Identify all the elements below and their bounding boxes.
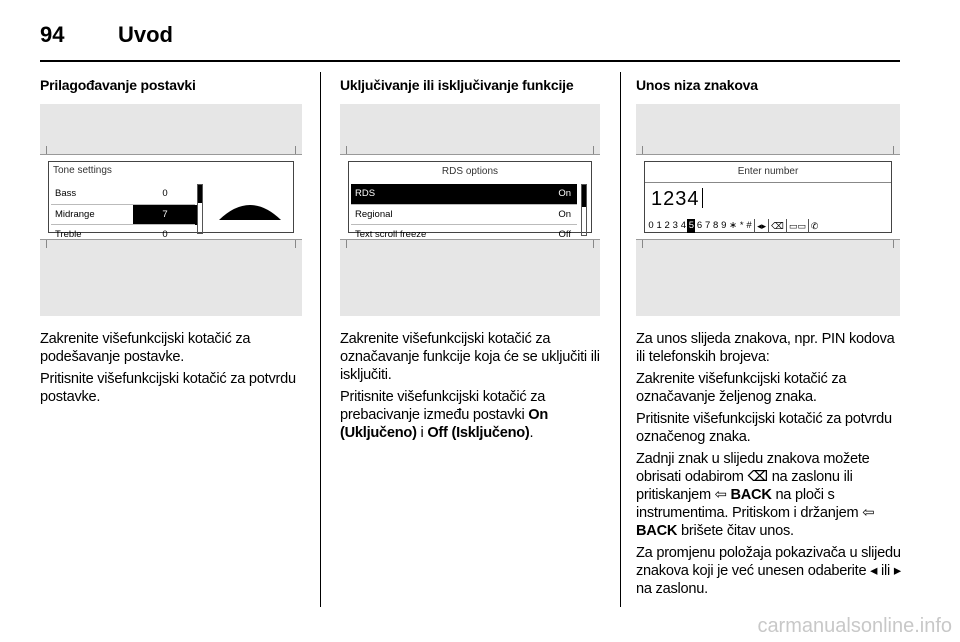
key-hash: #	[746, 220, 752, 231]
screen-title: Tone settings	[53, 165, 112, 176]
list-item	[351, 204, 577, 224]
text-run: brišete čitav unos.	[677, 523, 794, 539]
option-label: Regional	[355, 209, 393, 220]
separator	[754, 219, 755, 233]
body-text	[40, 330, 305, 406]
page-header	[40, 14, 920, 60]
option-value: On	[558, 188, 571, 199]
phonebook-icon: ▭▭	[788, 220, 806, 231]
list-item	[351, 224, 577, 244]
tone-curve-icon	[219, 198, 281, 220]
key-plus: ∗	[729, 220, 738, 231]
settings-list	[51, 184, 195, 244]
column-divider	[620, 72, 621, 607]
list-item-selected	[351, 184, 577, 204]
back-label: BACK	[636, 523, 678, 539]
column-title: Prilagođavanje postavki	[40, 77, 196, 93]
column-enter-characters	[636, 72, 904, 602]
entry-value: 1234	[651, 188, 700, 210]
page-section-title: Uvod	[118, 22, 173, 47]
screen-title: Enter number	[737, 166, 799, 177]
page-number: 94	[40, 22, 65, 47]
paragraph: Zakrenite višefunkcijski kotačić za označavanje željenog znaka.	[636, 371, 847, 405]
separator	[808, 219, 809, 233]
scrollbar	[581, 184, 587, 236]
key-3: 3	[672, 220, 678, 231]
key-star: *	[739, 220, 744, 231]
column-toggle-function	[340, 72, 605, 446]
text-run: na ploči s instrumentima. Pritiskom i držanjem	[636, 487, 863, 521]
body-text	[636, 330, 904, 598]
text-run: Zadnji znak u slijedu znakova možete obrisati odabirom	[636, 451, 870, 485]
body-text	[340, 330, 605, 442]
on-label: On (Uključeno)	[340, 407, 549, 441]
option-value: On	[558, 209, 571, 220]
number-entry	[651, 188, 703, 211]
character-bar	[647, 218, 819, 234]
paragraph: Za unos slijeda znakova, npr. PIN kodova ili telefonskih brojeva:	[636, 331, 895, 365]
arrow-left-icon: ◂	[870, 563, 878, 579]
title-divider	[645, 182, 891, 183]
option-label: RDS	[355, 188, 376, 199]
paragraph: Pritisnite višefunkcijski kotačić za potvrdu označenog znaka.	[636, 411, 892, 445]
key-7: 7	[704, 220, 711, 231]
call-icon: ✆	[810, 220, 819, 231]
key-2: 2	[664, 220, 670, 231]
delete-icon: ⌫	[747, 469, 768, 485]
key-8: 8	[713, 220, 719, 231]
rds-options-screenshot	[340, 104, 600, 316]
setting-value: 7	[133, 205, 197, 225]
setting-value: 0	[162, 229, 168, 240]
text-run: na zaslonu.	[636, 581, 708, 597]
paragraph	[340, 388, 605, 442]
watermark: carmanualsonline.info	[757, 615, 952, 637]
text-run: Pritisnite višefunkcijski kotačić za prebacivanje između postavki	[340, 389, 546, 423]
screen-title: RDS options	[441, 166, 499, 177]
off-label: Off (Isključeno)	[427, 425, 530, 441]
paragraph: Zakrenite višefunkcijski kotačić za označavanje funkcije koja će se uključiti ili isključiti.	[340, 331, 600, 383]
key-5-selected: 5	[688, 220, 695, 231]
paragraph: Zakrenite višefunkcijski kotačić za podešavanje postavke.	[40, 331, 251, 365]
delete-icon: ⌫	[771, 220, 784, 231]
header-divider	[40, 60, 900, 62]
key-0: 0	[648, 220, 654, 231]
paragraph	[636, 544, 904, 598]
column-adjust-settings	[40, 72, 305, 410]
options-list	[351, 184, 577, 244]
enter-number-screenshot	[636, 104, 900, 316]
column-title: Uključivanje ili isključivanje funkcije	[340, 77, 574, 93]
tone-settings-screenshot	[40, 104, 302, 316]
text-run: na zaslonu ili pritiskanjem	[636, 469, 853, 503]
cursor-left-right-icon: ◂▸	[757, 220, 767, 231]
setting-label: Bass	[55, 188, 77, 199]
column-title: Unos niza znakova	[636, 77, 758, 93]
back-arrow-icon: ⇦	[714, 487, 727, 503]
list-item-selected	[51, 204, 195, 224]
scrollbar-thumb	[198, 185, 202, 203]
column-divider	[320, 72, 321, 607]
key-1: 1	[656, 220, 662, 231]
text-cursor	[702, 188, 703, 208]
text-run: ili	[877, 563, 894, 579]
paragraph	[636, 450, 904, 540]
setting-value: 0	[162, 188, 168, 199]
option-label: Text scroll freeze	[355, 229, 427, 240]
back-arrow-icon: ⇦	[862, 505, 875, 521]
display-frame	[48, 161, 294, 240]
text-run: Za promjenu položaja pokazivača u slijedu znakova koji je već unesen odaberite	[636, 545, 901, 579]
scrollbar-thumb	[582, 185, 586, 207]
key-9: 9	[721, 220, 727, 231]
display-panel	[636, 154, 900, 240]
list-item	[51, 224, 195, 244]
text-run: .	[529, 425, 534, 441]
back-label: BACK	[730, 487, 772, 503]
display-frame	[644, 161, 892, 233]
scrollbar	[197, 184, 203, 234]
setting-label: Midrange	[55, 209, 95, 220]
display-panel	[340, 154, 600, 240]
list-item	[51, 184, 195, 204]
display-panel	[40, 154, 302, 240]
arrow-right-icon: ▸	[893, 563, 901, 579]
key-4: 4	[680, 220, 686, 231]
separator	[768, 219, 769, 233]
display-frame	[348, 161, 592, 240]
key-6: 6	[696, 220, 703, 231]
paragraph: Pritisnite višefunkcijski kotačić za potvrdu postavke.	[40, 371, 296, 405]
separator	[786, 219, 787, 233]
setting-label: Treble	[55, 229, 82, 240]
option-value: Off	[558, 229, 571, 240]
text-run: i	[416, 425, 428, 441]
